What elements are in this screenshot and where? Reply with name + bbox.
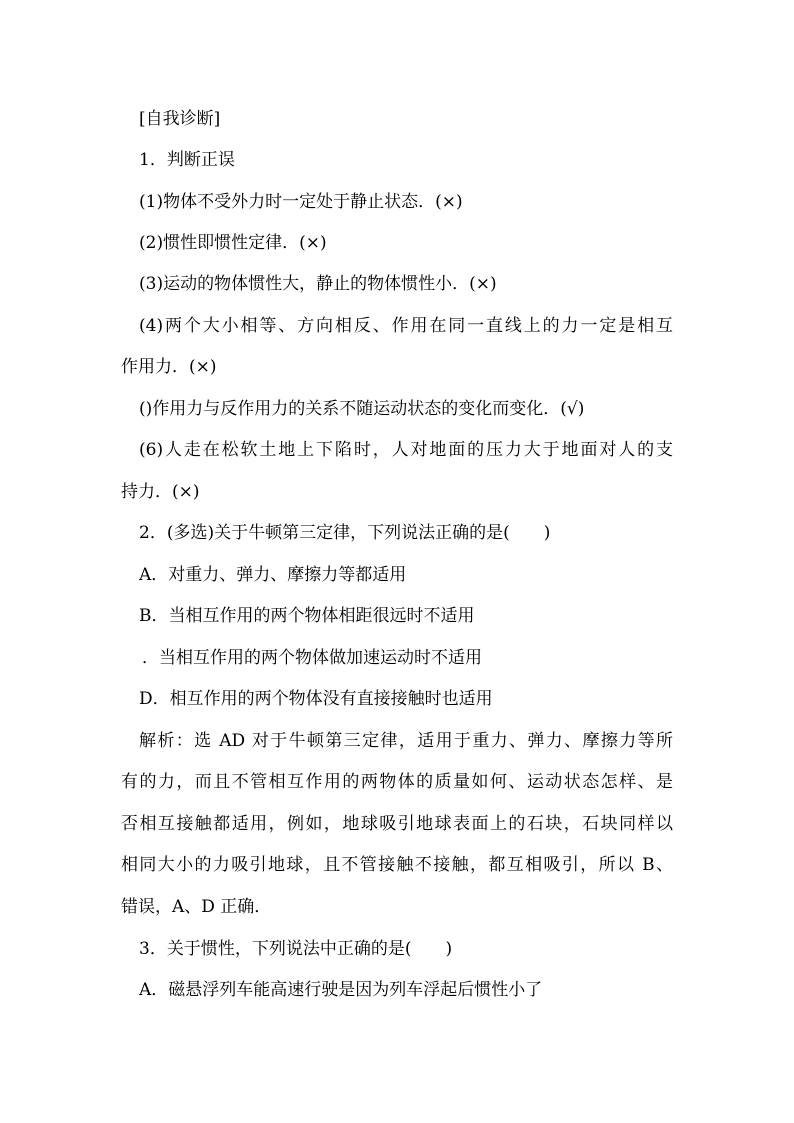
question-3-option-a: A．磁悬浮列车能高速行驶是因为列车浮起后惯性小了 (139, 980, 543, 1000)
question-1-item-6-cont: 持力．(×) (121, 482, 200, 502)
question-1-item-4-cont: 作用力．(×) (121, 357, 217, 377)
question-2-option-c: ．当相互作用的两个物体做加速运动时不适用 (142, 648, 482, 668)
question-1-item-2: (2)惯性即惯性定律．(×) (139, 233, 327, 253)
question-2-analysis-line-3: 否相互接触都适用，例如，地球吸引地球表面上的石块，石块同样以 (121, 814, 673, 834)
question-2-analysis-line-1: 解析：选 AD 对于牛顿第三定律，适用于重力、弹力、摩擦力等所 (139, 731, 673, 751)
question-2-option-d: D．相互作用的两个物体没有直接接触时也适用 (139, 689, 493, 709)
question-1-item-4: (4)两个大小相等、方向相反、作用在同一直线上的力一定是相互 (139, 316, 673, 336)
question-2-option-a: A．对重力、弹力、摩擦力等都适用 (139, 565, 407, 585)
question-1-item-3: (3)运动的物体惯性大，静止的物体惯性小．(×) (139, 274, 497, 294)
question-2-title: 2．(多选)关于牛顿第三定律，下列说法正确的是( ) (139, 523, 551, 543)
section-heading: [自我诊断] (139, 109, 221, 129)
question-3-title: 3．关于惯性，下列说法中正确的是( ) (139, 939, 453, 959)
question-2-option-b: B．当相互作用的两个物体相距很远时不适用 (139, 606, 475, 626)
question-2-analysis-line-4: 相同大小的力吸引地球，且不管接触不接触，都互相吸引，所以 B、 (121, 855, 673, 875)
question-1-item-5: ()作用力与反作用力的关系不随运动状态的变化而变化．(√) (139, 399, 585, 419)
question-1-item-6: (6)人走在松软土地上下陷时，人对地面的压力大于地面对人的支 (139, 440, 673, 460)
question-1-title: 1．判断正误 (139, 150, 235, 170)
question-1-item-1: (1)物体不受外力时一定处于静止状态．(×) (139, 192, 463, 212)
question-2-analysis-line-2: 有的力，而且不管相互作用的两物体的质量如何、运动状态怎样、是 (121, 772, 673, 792)
question-2-analysis-line-5: 错误，A、D 正确． (121, 897, 272, 917)
